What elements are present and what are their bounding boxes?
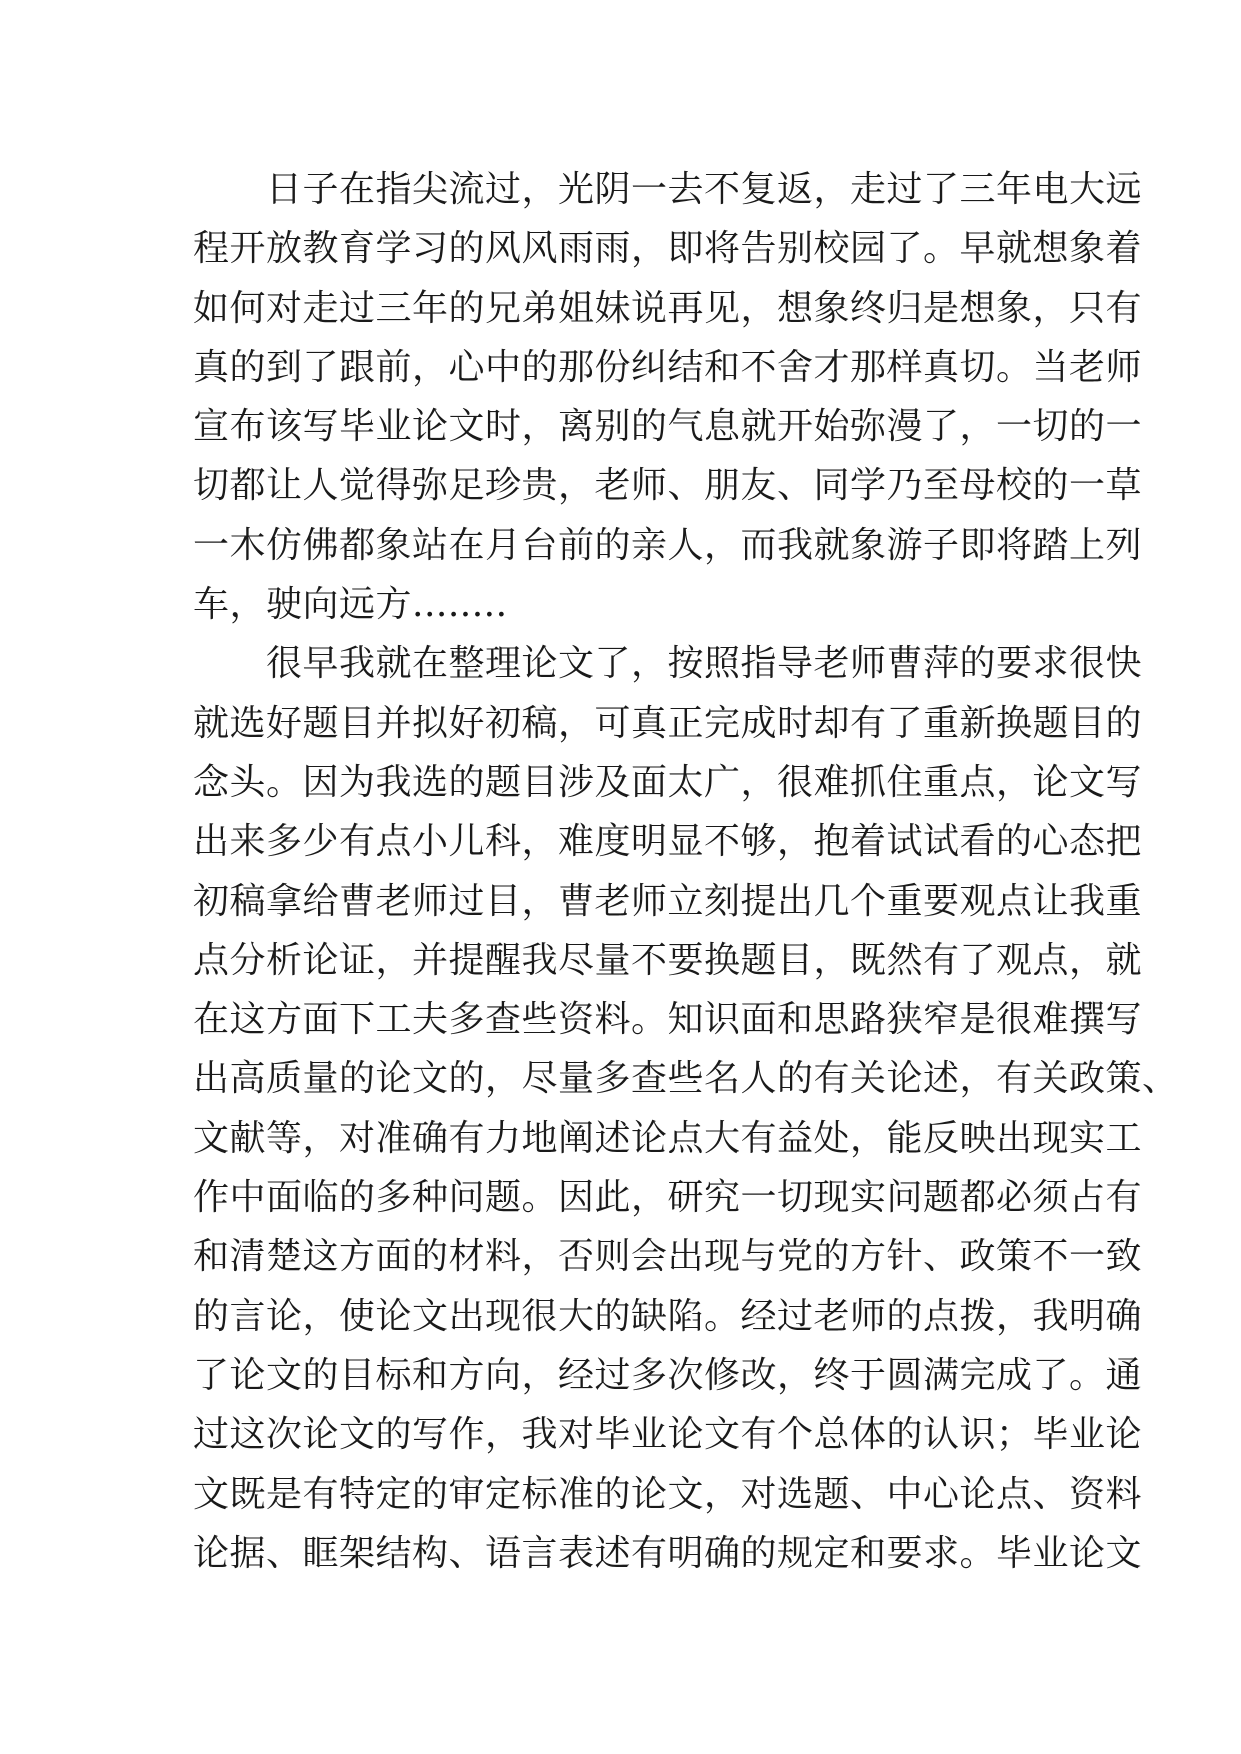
text-line: 很早我就在整理论文了，按照指导老师曹萍的要求很快	[193, 643, 1143, 685]
text-line: 出高质量的论文的，尽量多查些名人的有关论述，有关政策、	[193, 1058, 1179, 1100]
paragraph-1	[193, 160, 1143, 634]
text-line: 出来多少有点小儿科，难度明显不够，抱着试试看的心态把	[193, 821, 1143, 863]
text-line: 宣布该写毕业论文时，离别的气息就开始弥漫了，一切的一	[193, 406, 1143, 448]
text-line: 过这次论文的写作，我对毕业论文有个总体的认识；毕业论	[193, 1414, 1143, 1456]
text-line: 和清楚这方面的材料，否则会出现与党的方针、政策不一致	[193, 1236, 1143, 1278]
paragraph-2	[193, 634, 1179, 1583]
text-line: 就选好题目并拟好初稿，可真正完成时却有了重新换题目的	[193, 702, 1143, 744]
text-line: 了论文的目标和方向，经过多次修改，终于圆满完成了。通	[193, 1354, 1143, 1396]
text-line: 论据、眶架结构、语言表述有明确的规定和要求。毕业论文	[193, 1532, 1143, 1574]
text-line: 一木仿佛都象站在月台前的亲人，而我就象游子即将踏上列	[193, 524, 1143, 566]
text-line: 真的到了跟前，心中的那份纠结和不舍才那样真切。当老师	[193, 346, 1143, 388]
text-line: 点分析论证，并提醒我尽量不要换题目，既然有了观点，就	[193, 939, 1143, 981]
text-line: 文既是有特定的审定标准的论文，对选题、中心论点、资料	[193, 1473, 1143, 1515]
body-text	[193, 160, 1179, 1583]
text-line: 车，驶向远方........	[193, 584, 508, 626]
text-line: 切都让人觉得弥足珍贵，老师、朋友、同学乃至母校的一草	[193, 465, 1143, 507]
text-line: 文献等，对准确有力地阐述论点大有益处，能反映出现实工	[193, 1117, 1143, 1159]
text-line: 在这方面下工夫多查些资料。知识面和思路狭窄是很难撰写	[193, 999, 1143, 1041]
text-line: 如何对走过三年的兄弟姐妹说再见，想象终归是想象，只有	[193, 287, 1143, 329]
text-line: 作中面临的多种问题。因此，研究一切现实问题都必须占有	[193, 1177, 1143, 1219]
text-line: 初稿拿给曹老师过目，曹老师立刻提出几个重要观点让我重	[193, 880, 1143, 922]
text-line: 程开放教育学习的风风雨雨，即将告别校园了。早就想象着	[193, 228, 1143, 270]
text-line: 的言论，使论文出现很大的缺陷。经过老师的点拨，我明确	[193, 1295, 1143, 1337]
text-line: 日子在指尖流过，光阴一去不复返，走过了三年电大远	[193, 169, 1143, 210]
text-line: 念头。因为我选的题目涉及面太广，很难抓住重点，论文写	[193, 761, 1143, 803]
